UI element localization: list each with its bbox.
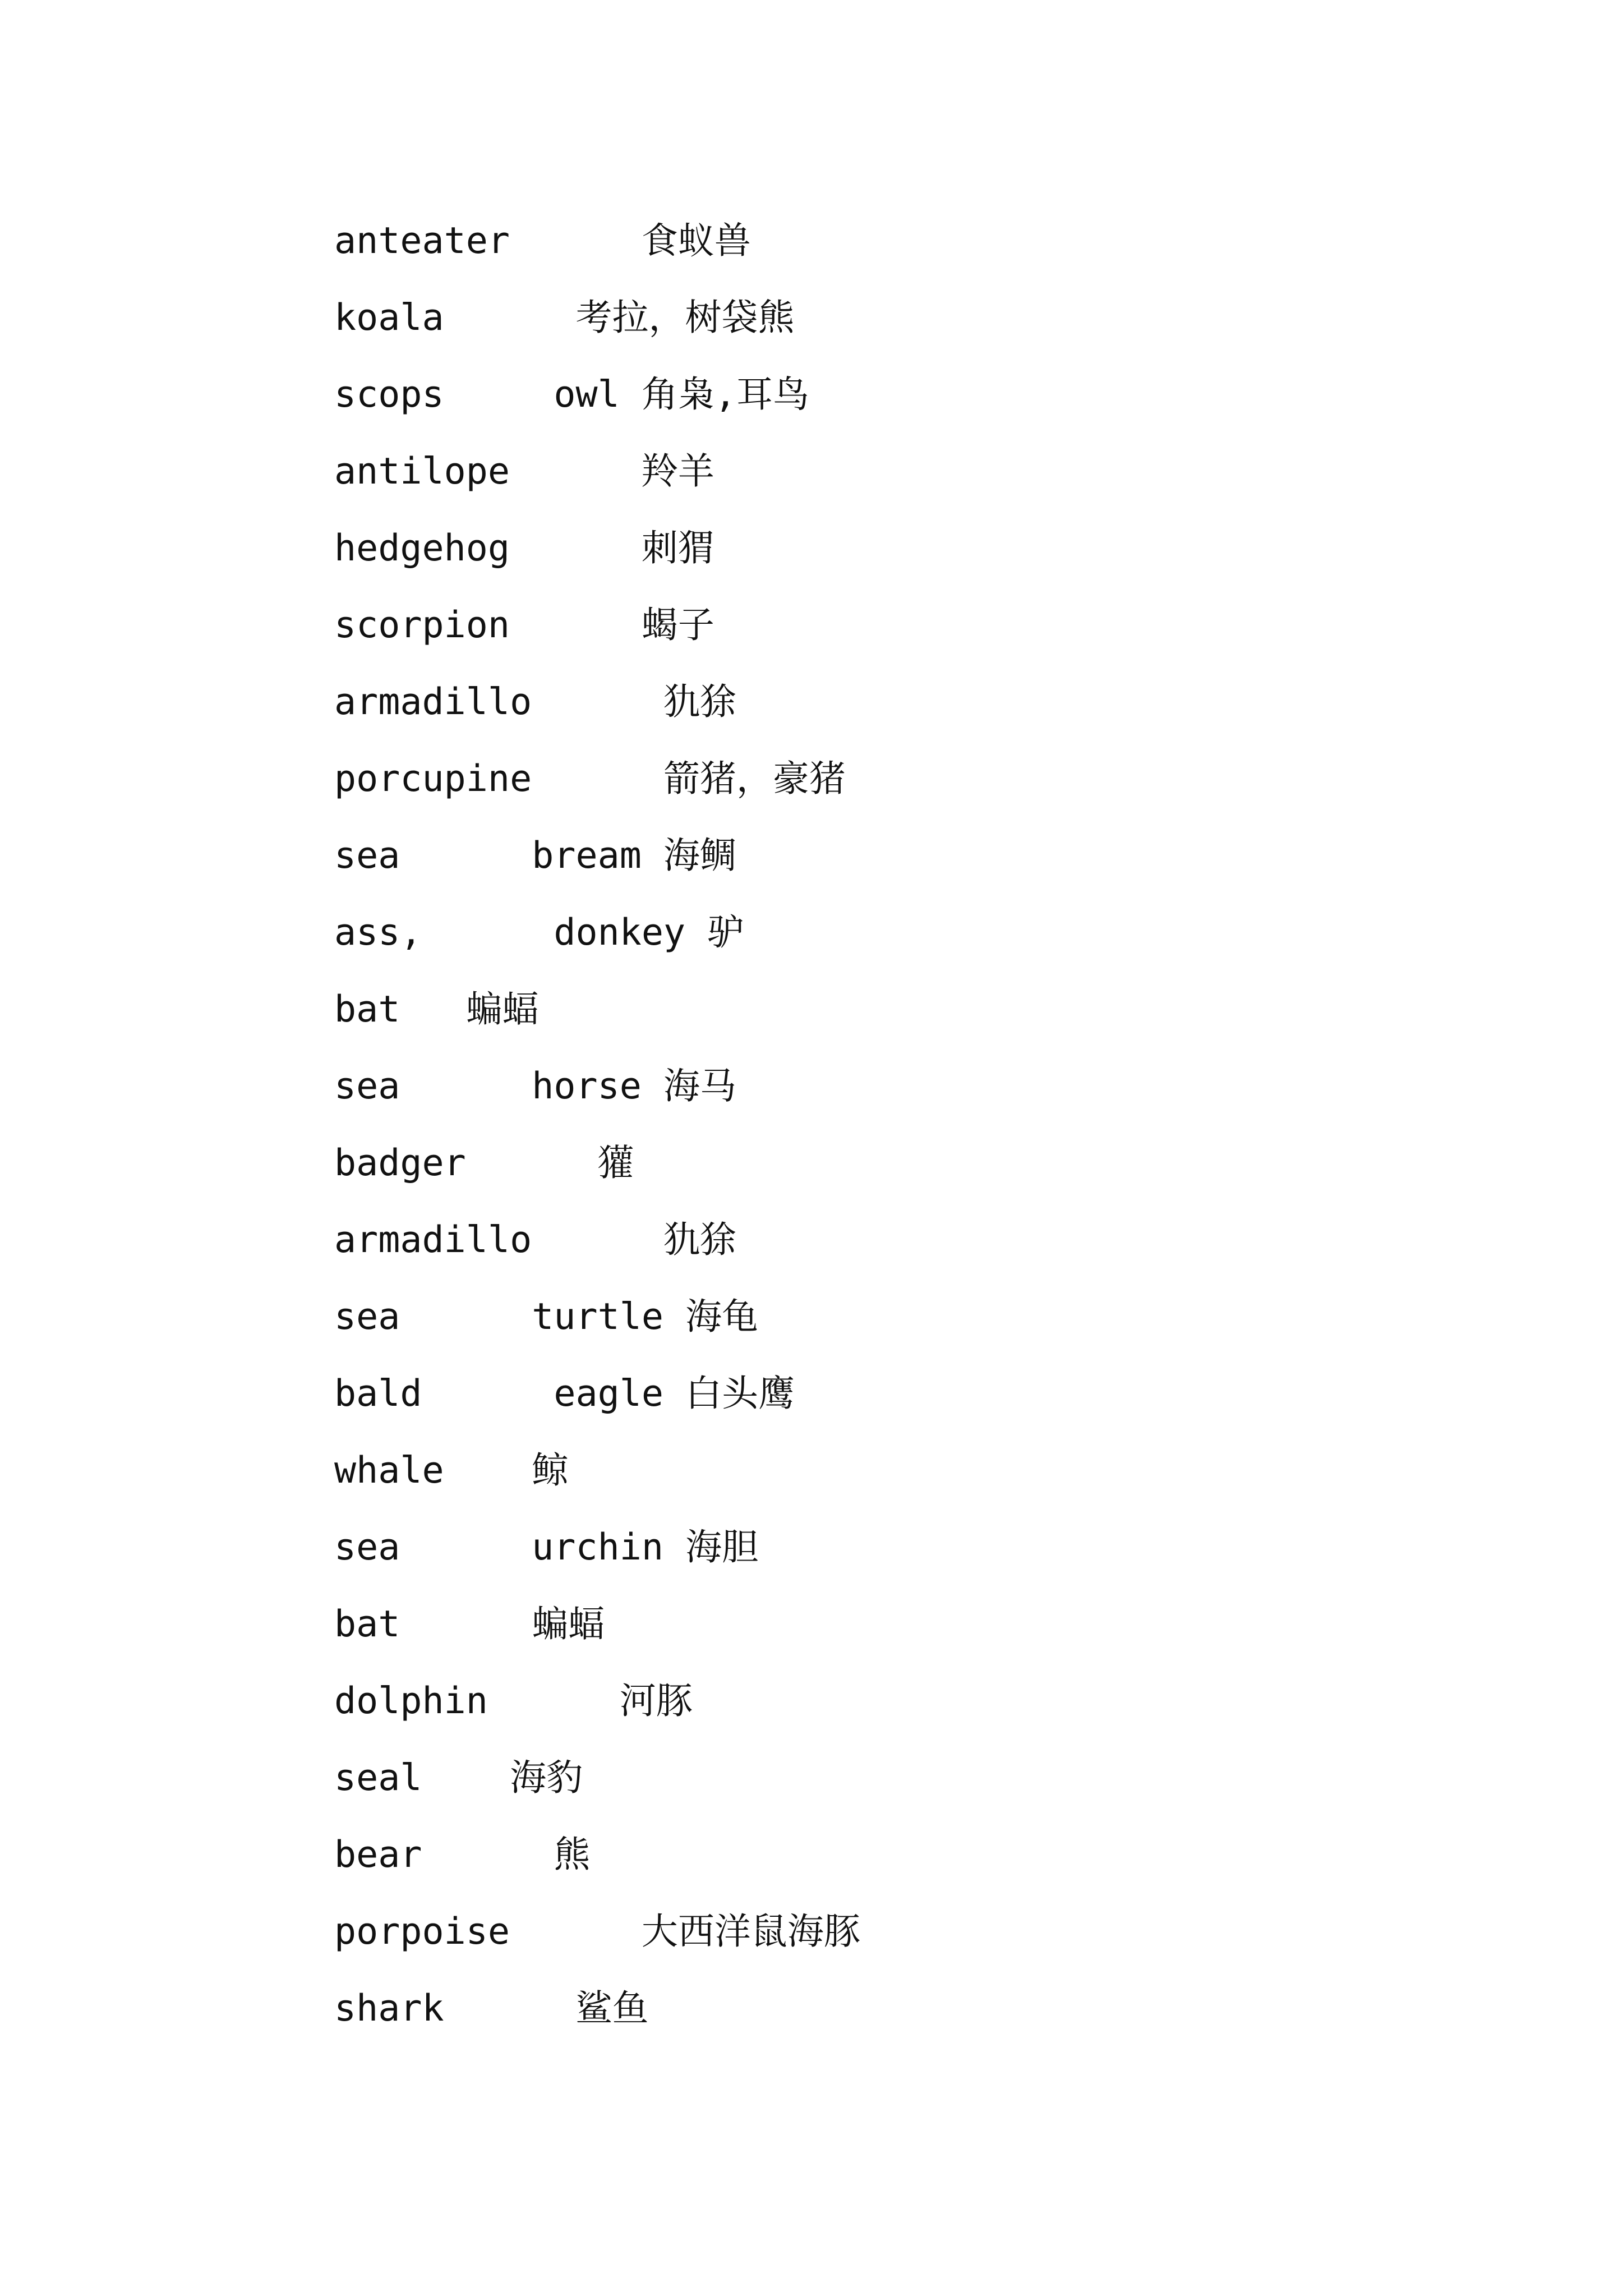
list-item <box>334 1135 860 1212</box>
list-item <box>334 1904 860 1981</box>
list-item <box>334 1520 860 1596</box>
list-item-text: shark 鲨鱼 <box>334 1987 649 2030</box>
list-item <box>334 1673 860 1750</box>
list-item-text: anteater 食蚁兽 <box>334 220 751 262</box>
list-item-text: hedgehog 刺猬 <box>334 527 714 569</box>
list-item-text: sea turtle 海龟 <box>334 1296 759 1338</box>
list-item-text: koala 考拉，树袋熊 <box>334 297 795 339</box>
list-item <box>334 674 860 751</box>
list-item-text: scorpion 蝎子 <box>334 604 714 646</box>
list-item <box>334 1059 860 1135</box>
list-item-text: armadillo 犰狳 <box>334 681 736 723</box>
list-item <box>334 290 860 367</box>
list-item <box>334 1981 860 2058</box>
list-item-text: badger 獾 <box>334 1142 634 1184</box>
list-item-text: seal 海豹 <box>334 1757 583 1799</box>
list-item <box>334 597 860 674</box>
list-item <box>334 1596 860 1673</box>
list-item-text: antilope 羚羊 <box>334 450 714 493</box>
list-item-text: sea horse 海马 <box>334 1065 736 1107</box>
list-item-text: sea bream 海鲷 <box>334 835 736 877</box>
list-item <box>334 1827 860 1904</box>
list-item-text: ass, donkey 驴 <box>334 912 744 954</box>
list-item-text: porcupine 箭猪，豪猪 <box>334 758 846 800</box>
list-item <box>334 1750 860 1827</box>
list-item-text: porpoise 大西洋鼠海豚 <box>334 1911 860 1953</box>
list-item <box>334 1212 860 1289</box>
list-item-text: bear 熊 <box>334 1834 591 1876</box>
list-item <box>334 1289 860 1366</box>
list-item-text: sea urchin 海胆 <box>334 1526 759 1568</box>
list-item <box>334 213 860 290</box>
vocabulary-list <box>334 213 860 2058</box>
list-item <box>334 751 860 828</box>
list-item-text: armadillo 犰狳 <box>334 1219 736 1261</box>
list-item <box>334 905 860 982</box>
list-item <box>334 982 860 1059</box>
list-item-text: bat 蝙蝠 <box>334 988 539 1030</box>
list-item <box>334 828 860 905</box>
list-item <box>334 367 860 444</box>
list-item <box>334 1366 860 1443</box>
list-item-text: dolphin 河豚 <box>334 1680 693 1722</box>
list-item-text: scops owl 角枭,耳鸟 <box>334 374 809 416</box>
list-item-text: whale 鲸 <box>334 1450 569 1492</box>
list-item <box>334 521 860 597</box>
list-item <box>334 444 860 521</box>
list-item-text: bald eagle 白头鹰 <box>334 1373 795 1415</box>
list-item-text: bat 蝙蝠 <box>334 1603 605 1645</box>
list-item <box>334 1443 860 1520</box>
